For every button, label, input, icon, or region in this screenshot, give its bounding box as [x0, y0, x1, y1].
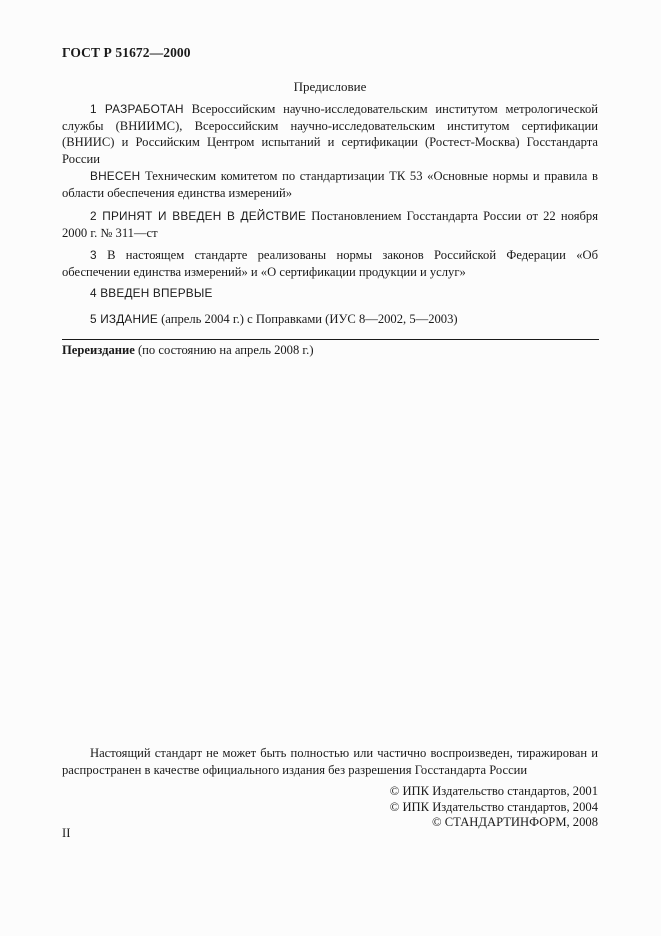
item-lead: 3 — [90, 248, 97, 262]
item-laws — [62, 247, 598, 280]
copyright-line: © СТАНДАРТИНФОРМ, 2008 — [432, 815, 598, 829]
reissue-label: Переиздание — [62, 343, 135, 357]
standard-code: ГОСТ Р 51672—2000 — [62, 45, 191, 60]
item-lead: 2 ПРИНЯТ И ВВЕДЕН В ДЕЙСТВИЕ — [90, 209, 307, 223]
item-text: В настоящем стандарте реализованы нормы законов Российской Федерации «Об обеспечении единства измерений» и «О сертификации продукции и услуг» — [62, 248, 598, 279]
copyright-notice: Настоящий стандарт не может быть полностью или частично воспроизведен, тиражирован и распространен в качестве официального издания без разрешения Госстандарта России — [62, 746, 598, 777]
copyright-list — [390, 784, 598, 831]
reissue-text: (по состоянию на апрель 2008 г.) — [134, 343, 314, 357]
item-lead: 4 ВВЕДЕН ВПЕРВЫЕ — [90, 286, 213, 300]
item-text: (апрель 2004 г.) с Поправками (ИУС 8—2002, 5—2003) — [157, 312, 458, 326]
copyright-line: © ИПК Издательство стандартов, 2004 — [389, 799, 598, 814]
reissue-note — [62, 343, 314, 358]
item-text: Постановлением Госстандарта России от 22 ноября 2000 г. № 311—ст — [62, 209, 598, 240]
item-text: Всероссийским научно-исследовательским институтом метрологической службы (ВНИИМС), Всероссийским научно-исследовательским институтом сертификации (ВНИИС) и Российским Центром испытаний и сертификации (Ростест-Москва) Госстандарта России — [62, 102, 598, 166]
item-first-introduced — [62, 285, 598, 302]
item-lead: ВНЕСЕН — [90, 169, 141, 183]
item-introduced — [62, 168, 598, 201]
divider-line — [62, 339, 599, 340]
item-text: Техническим комитетом по стандартизации ТК 53 «Основные нормы и правила в области обеспечения единства измерений» — [62, 169, 598, 200]
page-number: II — [62, 826, 71, 840]
item-lead: 1 РАЗРАБОТАН — [90, 102, 184, 116]
item-edition — [62, 311, 598, 328]
item-lead: 5 ИЗДАНИЕ — [90, 312, 158, 326]
item-developed — [62, 101, 598, 167]
copyright-line: © ИПК Издательство стандартов, 2001 — [389, 784, 598, 798]
section-title: Предисловие — [293, 79, 367, 94]
item-adopted — [62, 208, 598, 241]
